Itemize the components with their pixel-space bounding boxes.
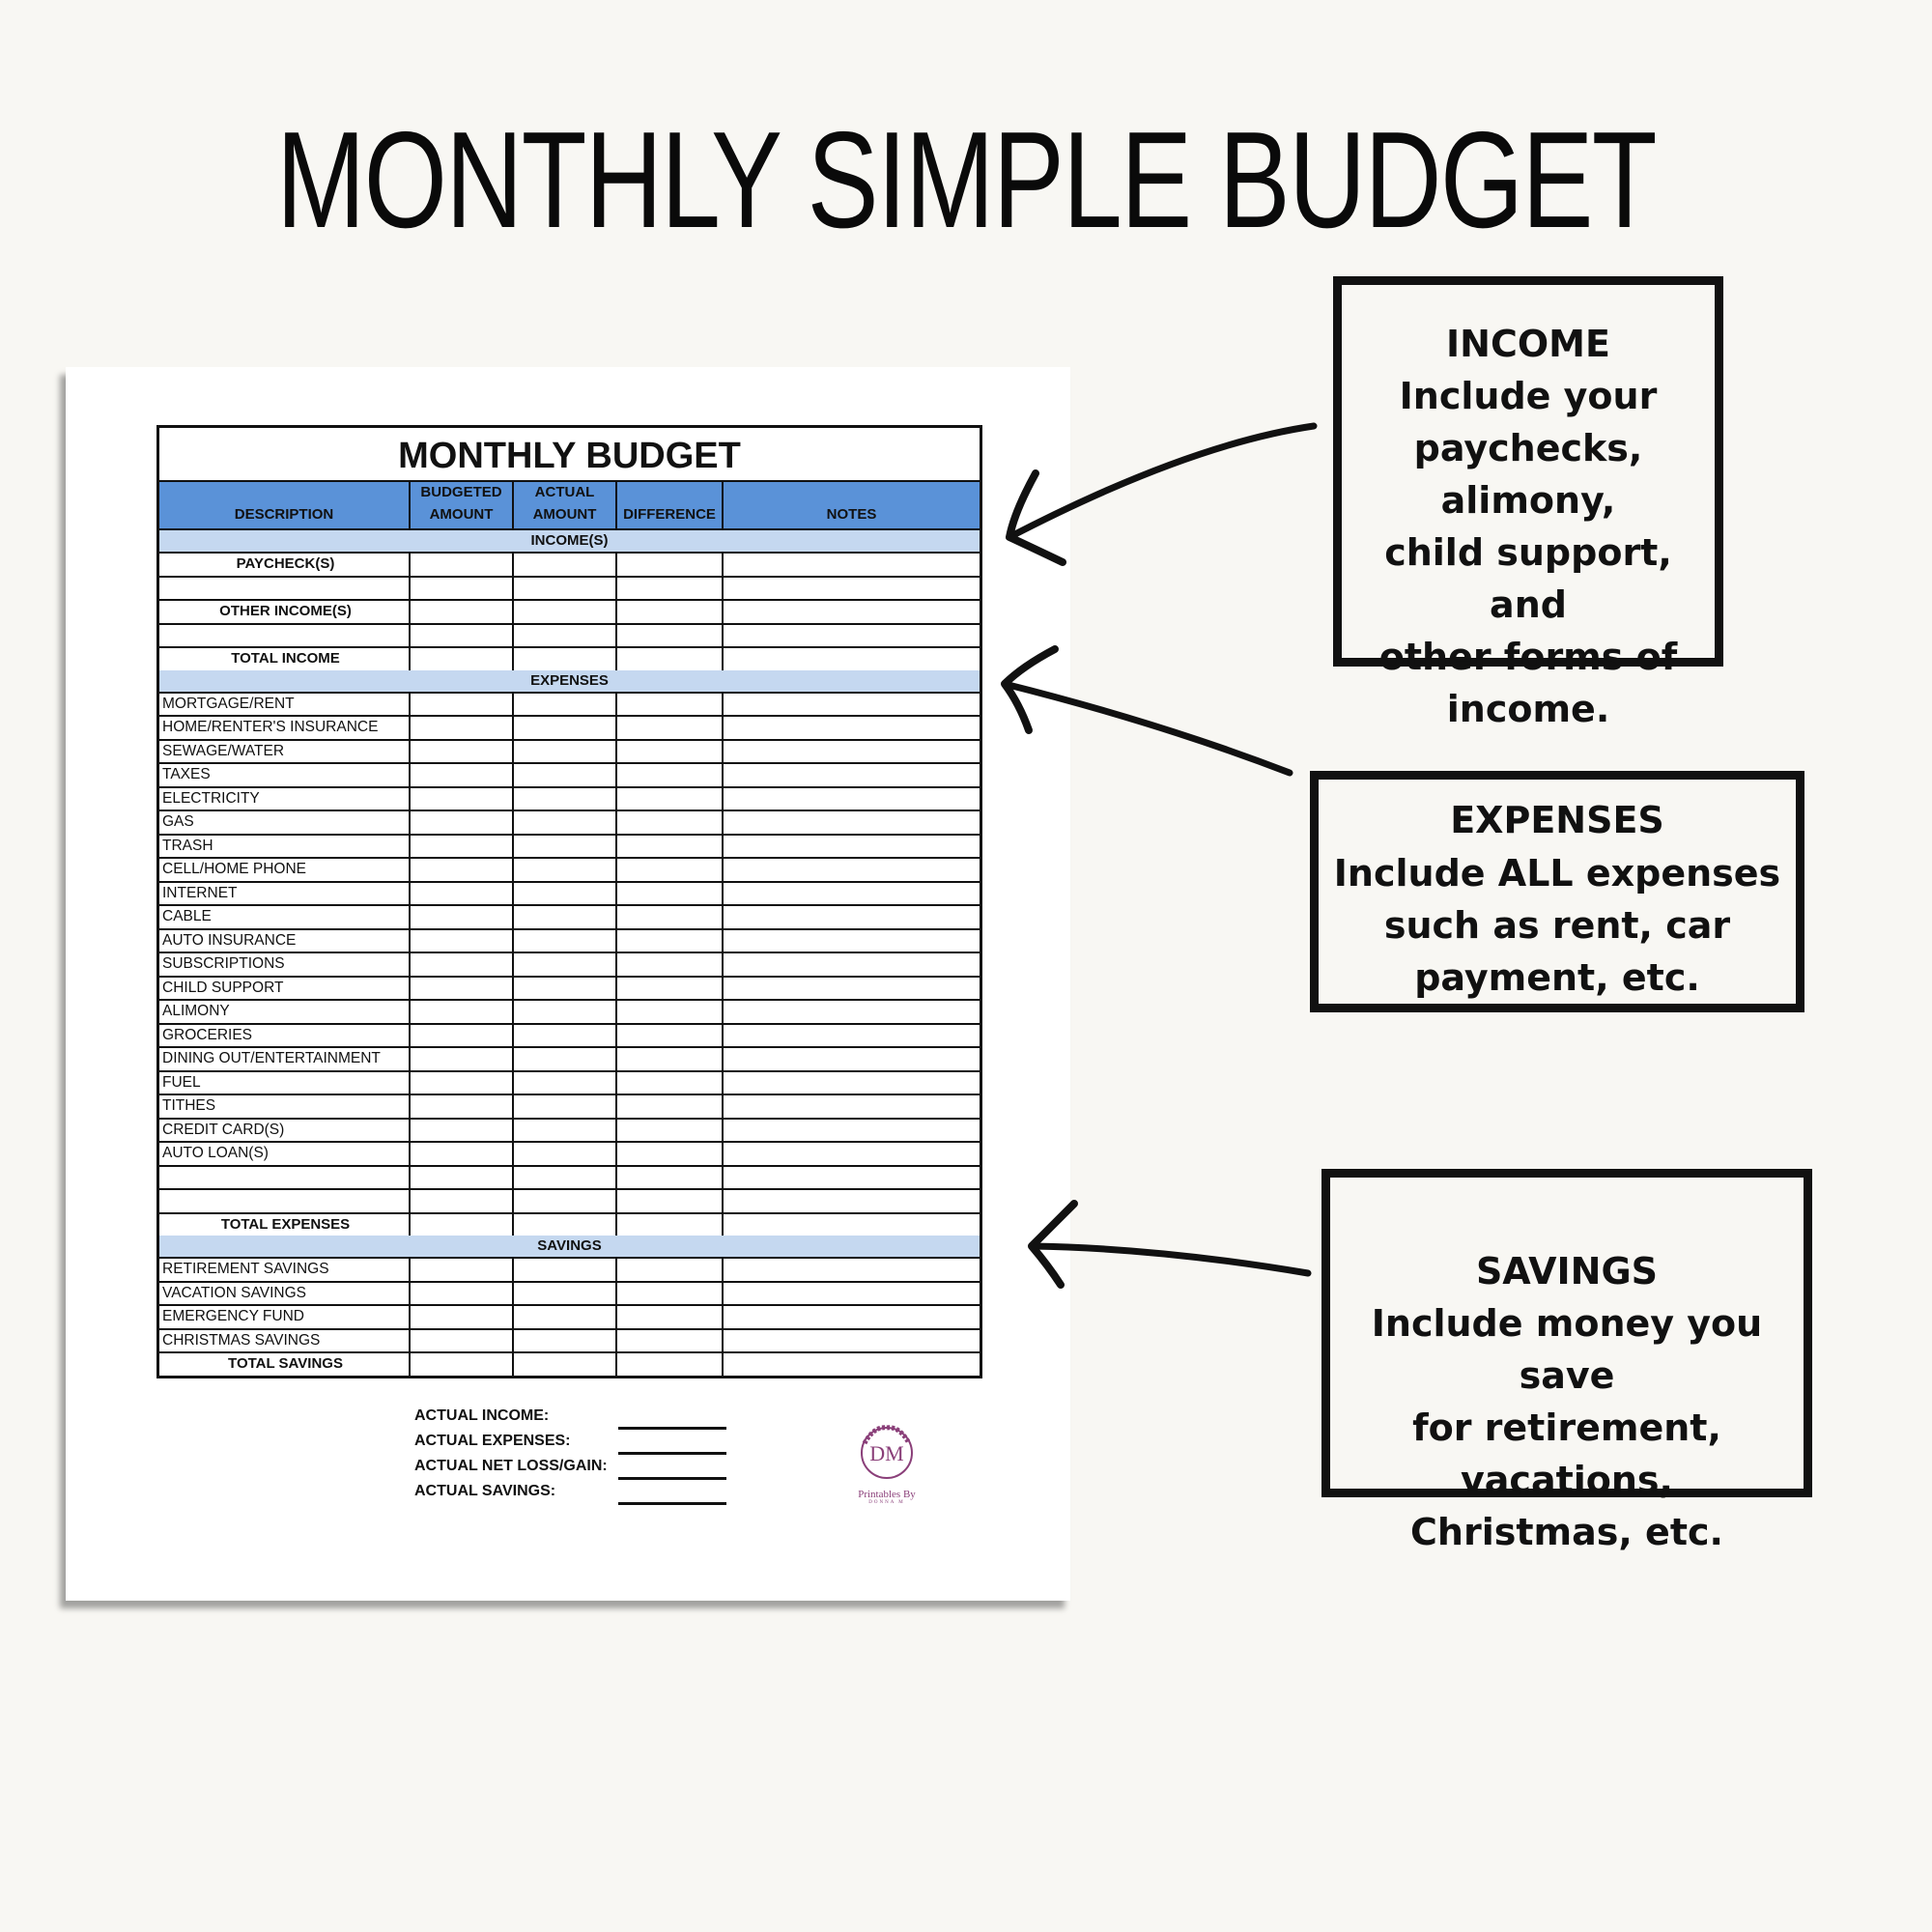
- notes-cell[interactable]: [724, 1214, 980, 1236]
- callout-line: Christmas, etc.: [1410, 1511, 1723, 1553]
- budgeted-cell[interactable]: [411, 978, 514, 1000]
- actual-cell[interactable]: [514, 1167, 617, 1189]
- actual-cell[interactable]: [514, 1330, 617, 1352]
- table-row: [159, 1120, 980, 1144]
- column-header: [514, 482, 617, 528]
- page-title: MONTHLY SIMPLE BUDGET: [276, 103, 1656, 257]
- budget-sheet: [66, 367, 1070, 1601]
- income-rows: [159, 554, 980, 670]
- difference-cell[interactable]: [617, 1353, 724, 1376]
- table-row: [159, 1048, 980, 1072]
- notes-cell[interactable]: [724, 1072, 980, 1094]
- column-header: DESCRIPTION: [159, 482, 411, 528]
- row-label: TAXES: [159, 764, 411, 786]
- row-label: CREDIT CARD(S): [159, 1120, 411, 1142]
- budgeted-cell[interactable]: [411, 953, 514, 976]
- row-label: TITHES: [159, 1095, 411, 1118]
- notes-cell[interactable]: [724, 764, 980, 786]
- callout-line: Include ALL expenses: [1333, 852, 1781, 895]
- table-row: [159, 694, 980, 718]
- budgeted-cell[interactable]: [411, 1167, 514, 1189]
- budgeted-cell[interactable]: [411, 788, 514, 810]
- notes-cell[interactable]: [724, 953, 980, 976]
- row-label: HOME/RENTER'S INSURANCE: [159, 717, 411, 739]
- actual-cell[interactable]: [514, 578, 617, 600]
- difference-cell[interactable]: [617, 1283, 724, 1305]
- notes-cell[interactable]: [724, 1259, 980, 1281]
- notes-cell[interactable]: [724, 859, 980, 881]
- actual-cell[interactable]: [514, 906, 617, 928]
- difference-cell[interactable]: [617, 764, 724, 786]
- column-header: DIFFERENCE: [617, 482, 724, 528]
- expenses-section-header: EXPENSES: [159, 670, 980, 694]
- row-label: RETIREMENT SAVINGS: [159, 1259, 411, 1281]
- table-row: [159, 1143, 980, 1167]
- difference-cell[interactable]: [617, 906, 724, 928]
- table-row: [159, 717, 980, 741]
- budgeted-cell[interactable]: [411, 1143, 514, 1165]
- summary-lines: [618, 1427, 726, 1527]
- row-label: CABLE: [159, 906, 411, 928]
- row-label: DINING OUT/ENTERTAINMENT: [159, 1048, 411, 1070]
- budgeted-cell[interactable]: [411, 1120, 514, 1142]
- callout-heading: INCOME: [1446, 323, 1610, 365]
- notes-cell[interactable]: [724, 1353, 980, 1376]
- actual-cell[interactable]: [514, 836, 617, 858]
- actual-cell[interactable]: [514, 764, 617, 786]
- difference-cell[interactable]: [617, 1214, 724, 1236]
- budgeted-cell[interactable]: [411, 601, 514, 623]
- actual-cell[interactable]: [514, 1095, 617, 1118]
- difference-cell[interactable]: [617, 694, 724, 716]
- budgeted-cell[interactable]: [411, 1095, 514, 1118]
- row-label: AUTO INSURANCE: [159, 930, 411, 952]
- callout-line: paychecks, alimony,: [1413, 427, 1643, 522]
- actual-cell[interactable]: [514, 859, 617, 881]
- budgeted-cell[interactable]: [411, 625, 514, 647]
- row-label: [159, 578, 411, 600]
- callout-line: payment, etc.: [1414, 956, 1700, 999]
- difference-cell[interactable]: [617, 741, 724, 763]
- difference-cell[interactable]: [617, 1306, 724, 1328]
- actual-cell[interactable]: [514, 811, 617, 834]
- column-header-label: ACTUAL AMOUNT: [532, 484, 597, 523]
- actual-cell[interactable]: [514, 953, 617, 976]
- difference-cell[interactable]: [617, 788, 724, 810]
- difference-cell[interactable]: [617, 578, 724, 600]
- table-row: [159, 601, 980, 625]
- notes-cell[interactable]: [724, 554, 980, 576]
- actual-cell[interactable]: [514, 1190, 617, 1212]
- actual-cell[interactable]: [514, 1214, 617, 1236]
- notes-cell[interactable]: [724, 717, 980, 739]
- row-label: [159, 625, 411, 647]
- notes-cell[interactable]: [724, 741, 980, 763]
- table-row: [159, 1025, 980, 1049]
- callout-line: for retirement, vacations,: [1412, 1406, 1721, 1501]
- column-header: NOTES: [826, 506, 877, 523]
- savings-section-header: SAVINGS: [159, 1236, 980, 1259]
- table-header: [159, 482, 980, 530]
- budgeted-cell[interactable]: [411, 859, 514, 881]
- actual-cell[interactable]: [514, 554, 617, 576]
- summary-label: ACTUAL NET LOSS/GAIN:: [414, 1458, 608, 1474]
- notes-cell[interactable]: [724, 1306, 980, 1328]
- difference-cell[interactable]: [617, 811, 724, 834]
- row-label: TOTAL INCOME: [159, 648, 411, 670]
- actual-cell[interactable]: [514, 1143, 617, 1165]
- table-row: [159, 1190, 980, 1214]
- budgeted-cell[interactable]: [411, 1283, 514, 1305]
- actual-cell[interactable]: [514, 648, 617, 670]
- notes-cell[interactable]: [724, 694, 980, 716]
- expenses-callout: [1310, 771, 1804, 1012]
- notes-cell[interactable]: [724, 1048, 980, 1070]
- table-row: [159, 1214, 980, 1236]
- row-label: VACATION SAVINGS: [159, 1283, 411, 1305]
- difference-cell[interactable]: [617, 554, 724, 576]
- logo-subtext: DONNA M: [868, 1500, 905, 1505]
- column-header: [411, 482, 514, 528]
- notes-cell[interactable]: [724, 1167, 980, 1189]
- table-row: [159, 741, 980, 765]
- logo-monogram: DM: [869, 1441, 904, 1465]
- difference-cell[interactable]: [617, 1143, 724, 1165]
- row-label: SUBSCRIPTIONS: [159, 953, 411, 976]
- notes-cell[interactable]: [724, 836, 980, 858]
- row-label: TOTAL SAVINGS: [159, 1353, 411, 1376]
- table-row: [159, 1353, 980, 1376]
- budgeted-cell[interactable]: [411, 648, 514, 670]
- difference-cell[interactable]: [617, 978, 724, 1000]
- actual-cell[interactable]: [514, 1072, 617, 1094]
- difference-cell[interactable]: [617, 1048, 724, 1070]
- notes-cell[interactable]: [724, 1330, 980, 1352]
- actual-cell[interactable]: [514, 1025, 617, 1047]
- table-row: [159, 883, 980, 907]
- difference-cell[interactable]: [617, 1330, 724, 1352]
- actual-cell[interactable]: [514, 883, 617, 905]
- table-row: [159, 906, 980, 930]
- callout-heading: EXPENSES: [1450, 799, 1664, 841]
- arrow-icon: [1032, 1246, 1308, 1273]
- actual-cell[interactable]: [514, 1001, 617, 1023]
- actual-cell[interactable]: [514, 1120, 617, 1142]
- row-label: TOTAL EXPENSES: [159, 1214, 411, 1236]
- difference-cell[interactable]: [617, 1001, 724, 1023]
- actual-cell[interactable]: [514, 601, 617, 623]
- table-row: [159, 764, 980, 788]
- notes-cell[interactable]: [724, 578, 980, 600]
- table-row: [159, 1001, 980, 1025]
- row-label: [159, 1190, 411, 1212]
- row-label: TRASH: [159, 836, 411, 858]
- row-label: GROCERIES: [159, 1025, 411, 1047]
- notes-cell[interactable]: [724, 1190, 980, 1212]
- actual-cell[interactable]: [514, 1259, 617, 1281]
- budgeted-cell[interactable]: [411, 717, 514, 739]
- table-row: [159, 978, 980, 1002]
- table-row: [159, 625, 980, 649]
- budgeted-cell[interactable]: [411, 1048, 514, 1070]
- budgeted-cell[interactable]: [411, 764, 514, 786]
- actual-cell[interactable]: [514, 930, 617, 952]
- summary-block: [414, 1404, 608, 1504]
- notes-cell[interactable]: [724, 1001, 980, 1023]
- difference-cell[interactable]: [617, 1072, 724, 1094]
- row-label: CHILD SUPPORT: [159, 978, 411, 1000]
- row-label: AUTO LOAN(S): [159, 1143, 411, 1165]
- budgeted-cell[interactable]: [411, 1001, 514, 1023]
- callout-line: such as rent, car: [1383, 904, 1731, 947]
- budgeted-cell[interactable]: [411, 1214, 514, 1236]
- table-row: [159, 836, 980, 860]
- difference-cell[interactable]: [617, 859, 724, 881]
- notes-cell[interactable]: [724, 1120, 980, 1142]
- table-row: [159, 648, 980, 670]
- fill-line: [618, 1452, 726, 1455]
- table-row: [159, 1330, 980, 1354]
- table-row: [159, 953, 980, 978]
- callout-line: Include money you save: [1371, 1302, 1763, 1397]
- callout-heading: SAVINGS: [1475, 1250, 1659, 1293]
- table-row: [159, 1283, 980, 1307]
- notes-cell[interactable]: [724, 811, 980, 834]
- notes-cell[interactable]: [724, 978, 980, 1000]
- budgeted-cell[interactable]: [411, 1072, 514, 1094]
- row-label: FUEL: [159, 1072, 411, 1094]
- row-label: OTHER INCOME(S): [159, 601, 411, 623]
- income-section-header: INCOME(S): [159, 530, 980, 554]
- difference-cell[interactable]: [617, 953, 724, 976]
- row-label: ELECTRICITY: [159, 788, 411, 810]
- fill-line: [618, 1427, 726, 1430]
- summary-label: ACTUAL EXPENSES:: [414, 1433, 571, 1449]
- actual-cell[interactable]: [514, 1048, 617, 1070]
- summary-label: ACTUAL SAVINGS:: [414, 1483, 556, 1499]
- notes-cell[interactable]: [724, 1283, 980, 1305]
- table-row: [159, 930, 980, 954]
- difference-cell[interactable]: [617, 1025, 724, 1047]
- table-row: [159, 1259, 980, 1283]
- table-row: [159, 1095, 980, 1120]
- difference-cell[interactable]: [617, 1167, 724, 1189]
- table-row: [159, 1072, 980, 1096]
- table-row: [159, 1306, 980, 1330]
- difference-cell[interactable]: [617, 836, 724, 858]
- actual-cell[interactable]: [514, 1283, 617, 1305]
- notes-cell[interactable]: [724, 883, 980, 905]
- brand-logo: [838, 1422, 935, 1509]
- fill-line: [618, 1477, 726, 1480]
- notes-cell[interactable]: [724, 1095, 980, 1118]
- budgeted-cell[interactable]: [411, 1190, 514, 1212]
- callout-line: Include your: [1399, 375, 1658, 417]
- notes-cell[interactable]: [724, 906, 980, 928]
- budgeted-cell[interactable]: [411, 1353, 514, 1376]
- sheet-title: MONTHLY BUDGET: [159, 428, 980, 482]
- actual-cell[interactable]: [514, 978, 617, 1000]
- budgeted-cell[interactable]: [411, 1259, 514, 1281]
- notes-cell[interactable]: [724, 648, 980, 670]
- row-label: CHRISTMAS SAVINGS: [159, 1330, 411, 1352]
- budgeted-cell[interactable]: [411, 811, 514, 834]
- difference-cell[interactable]: [617, 601, 724, 623]
- table-row: [159, 1167, 980, 1191]
- table-row: [159, 811, 980, 836]
- callout-line: income.: [1446, 688, 1610, 730]
- row-label: GAS: [159, 811, 411, 834]
- income-callout: [1333, 276, 1723, 730]
- row-label: INTERNET: [159, 883, 411, 905]
- budget-table: [156, 425, 982, 1378]
- actual-cell[interactable]: [514, 741, 617, 763]
- notes-cell[interactable]: [724, 1143, 980, 1165]
- savings-callout: [1321, 1169, 1812, 1553]
- difference-cell[interactable]: [617, 1259, 724, 1281]
- difference-cell[interactable]: [617, 930, 724, 952]
- callout-line: other forms of: [1378, 636, 1678, 678]
- difference-cell[interactable]: [617, 625, 724, 647]
- actual-cell[interactable]: [514, 1306, 617, 1328]
- budgeted-cell[interactable]: [411, 930, 514, 952]
- budgeted-cell[interactable]: [411, 554, 514, 576]
- summary-label: ACTUAL INCOME:: [414, 1407, 550, 1424]
- difference-cell[interactable]: [617, 648, 724, 670]
- row-label: EMERGENCY FUND: [159, 1306, 411, 1328]
- difference-cell[interactable]: [617, 1120, 724, 1142]
- budgeted-cell[interactable]: [411, 1330, 514, 1352]
- actual-cell[interactable]: [514, 694, 617, 716]
- row-label: MORTGAGE/RENT: [159, 694, 411, 716]
- actual-cell[interactable]: [514, 1353, 617, 1376]
- notes-cell[interactable]: [724, 625, 980, 647]
- table-row: [159, 788, 980, 812]
- notes-cell[interactable]: [724, 1025, 980, 1047]
- row-label: PAYCHECK(S): [159, 554, 411, 576]
- difference-cell[interactable]: [617, 1095, 724, 1118]
- row-label: ALIMONY: [159, 1001, 411, 1023]
- budgeted-cell[interactable]: [411, 741, 514, 763]
- budgeted-cell[interactable]: [411, 578, 514, 600]
- budgeted-cell[interactable]: [411, 1306, 514, 1328]
- difference-cell[interactable]: [617, 883, 724, 905]
- notes-cell[interactable]: [724, 930, 980, 952]
- budgeted-cell[interactable]: [411, 836, 514, 858]
- callout-line: child support, and: [1384, 531, 1672, 626]
- actual-cell[interactable]: [514, 625, 617, 647]
- column-header-label: BUDGETED AMOUNT: [420, 484, 502, 523]
- row-label: [159, 1167, 411, 1189]
- logo-text: Printables By: [858, 1489, 916, 1500]
- difference-cell[interactable]: [617, 717, 724, 739]
- actual-cell[interactable]: [514, 717, 617, 739]
- fill-line: [618, 1502, 726, 1505]
- row-label: SEWAGE/WATER: [159, 741, 411, 763]
- budgeted-cell[interactable]: [411, 694, 514, 716]
- logo-wreath-icon: [853, 1422, 921, 1482]
- savings-rows: [159, 1259, 980, 1376]
- actual-cell[interactable]: [514, 788, 617, 810]
- notes-cell[interactable]: [724, 788, 980, 810]
- table-row: [159, 554, 980, 578]
- budgeted-cell[interactable]: [411, 883, 514, 905]
- table-row: [159, 578, 980, 602]
- row-label: CELL/HOME PHONE: [159, 859, 411, 881]
- expense-rows: [159, 694, 980, 1236]
- table-row: [159, 859, 980, 883]
- notes-cell[interactable]: [724, 601, 980, 623]
- budgeted-cell[interactable]: [411, 1025, 514, 1047]
- budgeted-cell[interactable]: [411, 906, 514, 928]
- difference-cell[interactable]: [617, 1190, 724, 1212]
